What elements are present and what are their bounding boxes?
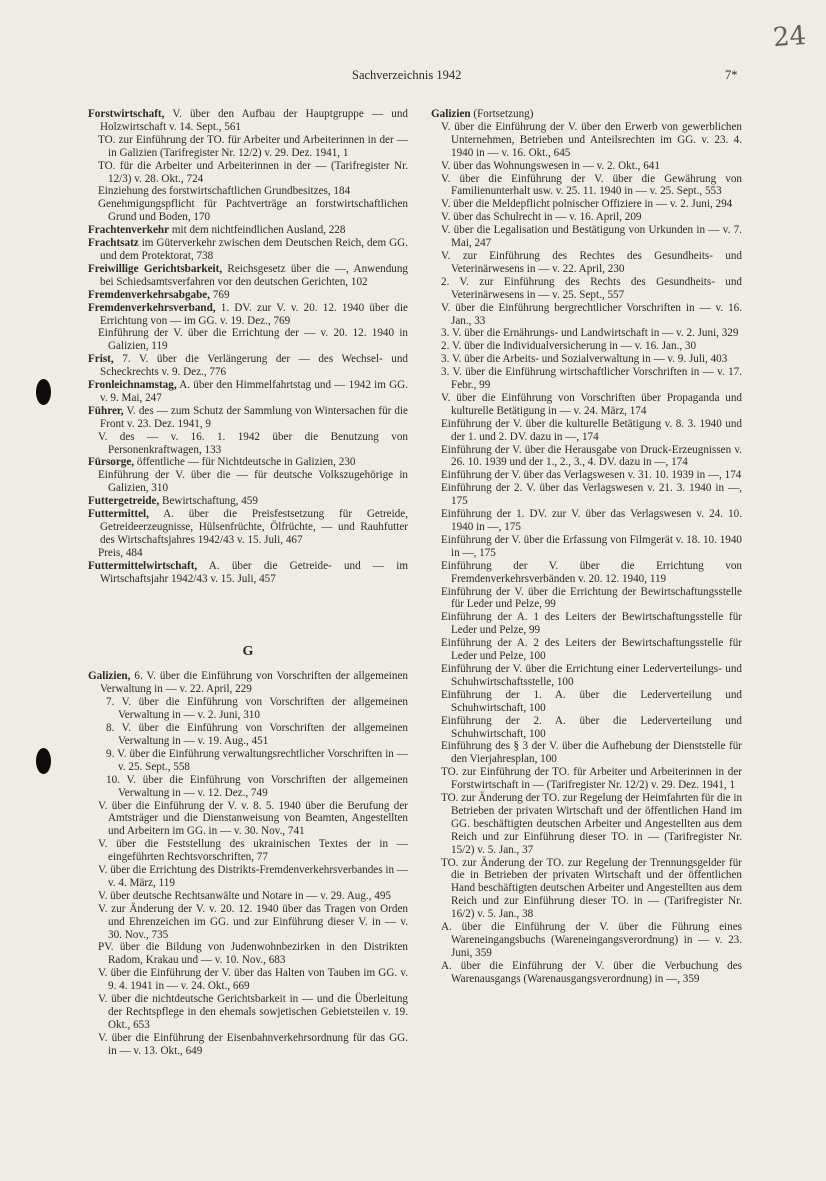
index-entry-text: V. über deutsche Rechtsanwälte und Notare in — v. 29. Aug., 495 [98,889,391,902]
index-entry [431,250,742,276]
index-entry [431,663,742,689]
index-entry [88,405,408,431]
index-entry [431,560,742,586]
index-entry [88,495,408,508]
index-entry-text: 9. V. über die Einführung verwaltungsrechtlicher Vorschriften in — v. 25. Sept., 558 [106,747,408,773]
index-entry [88,890,408,903]
index-entry-text: Preis, 484 [98,546,143,559]
page-header [0,68,826,88]
index-entry [88,993,408,1032]
index-entry-text: Einführung der 2. A. über die Lederverteilung und Schuhwirtschaft, 100 [441,714,742,740]
index-entry-text: A. über die Getreide- und — im Wirtschaftsjahr 1942/43 v. 15. Juli, 457 [100,559,408,585]
index-entry-text: V. über die Einführung der V. über das Halten von Tauben im GG. v. 9. 4. 1941 in — v. 24. Okt., 669 [98,967,408,993]
index-entry [431,792,742,857]
index-entry-text: V. über die Einführung der V. über den Erwerb von gewerblichen Unternehmen, Betrieben und Anteilsrechten im GG. v. 23. 4. 1940 in — v. 16. Okt., 645 [441,120,742,159]
index-entry-text: V. über das Schulrecht in — v. 16. April, 209 [441,211,642,224]
index-entry-text: Einführung der 1. DV. zur V. über das Verlagswesen v. 24. 10. 1940 in —, 175 [441,508,742,533]
index-entry-text: Einführung der V. über das Verlagswesen v. 31. 10. 1939 in —, 174 [441,469,742,482]
index-entry-text: Einführung der A. 1 des Leiters der Bewirtschaftungsstelle für Leder und Pelze, 99 [441,611,742,637]
index-entry-text: Genehmigungspflicht für Pachtverträge an forstwirtschaftlichen Grund und Boden, 170 [98,198,408,224]
index-entry-text: V. über die nichtdeutsche Gerichtsbarkeit in — und die Überleitung der Rechtspflege in den ehemals sowjetischen Gebietsteilen v. 19. Okt., 653 [98,993,408,1031]
index-entry [431,340,742,353]
index-entry [88,941,408,967]
index-entry [88,560,408,586]
index-entry-text: V. des — zum Schutz der Sammlung von Wintersachen für die Front v. 23. Dez. 1941, 9 [100,404,408,430]
index-entry-text: Einführung der V. über die Errichtung einer Lederverteilungs- und Schuhwirtschaftsstelle, 100 [441,662,742,688]
index-entry-text: V. über die Einführung der V. über die Gewährung von Familienunterhalt usw. v. 25. 11. 1940 in — v. 25. Sept., 553 [441,172,742,198]
index-entry-text: A. über die Preisfestsetzung für Getreide, Getreideerzeugnisse, Hülsenfrüchte, Ölfrüchte, — und Rauhfutter des Wirtschaftsjahres 1942/43 v. 15. Juli, 467 [100,508,408,546]
index-entry [88,431,408,457]
index-entry [431,611,742,637]
index-entry-text: V. über die Einführung von Vorschriften über Propaganda und kulturelle Betätigung in — v. 24. März, 174 [441,391,742,417]
index-entry-text: V. über den Aufbau der Hauptgruppe — und Holzwirtschaft v. 14. Sept., 561 [100,108,408,133]
index-entry-text: Einführung der 2. V. über das Verlagswesen v. 21. 3. 1940 in —, 175 [441,482,742,508]
index-entry-text: 3. V. über die Arbeits- und Sozialverwaltung in — v. 9. Juli, 403 [441,353,728,366]
index-entry [88,469,408,495]
index-entries-g [88,670,408,1057]
index-keyword: Futtergetreide, [88,495,160,508]
index-entry-text: 10. V. über die Einführung von Vorschriften der allgemeinen Verwaltung in — v. 12. Dez., 749 [106,773,408,799]
index-entry-text: Einführung der 1. A. über die Lederverteilung und Schuhwirtschaft, 100 [441,688,742,714]
index-entry [88,456,408,469]
index-entry-text: Einführung der V. über die Errichtung der — v. 20. 12. 1940 in Galizien, 119 [98,327,408,353]
index-entry [431,960,742,986]
index-entry-text: Einführung der V. über die Errichtung der Bewirtschaftungsstelle für Leder und Pelze, 99 [441,585,742,611]
index-entry-text: PV. über die Bildung von Judenwohnbezirken in den Distrikten Radom, Krakau und — v. 10. Nov., 683 [98,941,408,967]
index-entry-text: A. über die Einführung der V. über die Verbuchung des Warenausgangs (Warenausgangsverordnung) in —, 359 [441,959,742,985]
index-entry-text: 769 [210,288,230,301]
index-entry-text: TO. zur Einführung der TO. für Arbeiter und Arbeiterinnen in der — in Galizien (Tarifregister Nr. 12/2) v. 29. Dez. 1941, 1 [98,133,408,159]
index-entry-text: Einführung der V. über die Erfassung von Filmgerät v. 18. 10. 1940 in —, 175 [441,533,742,559]
index-keyword: Führer, [88,404,124,417]
index-entry [431,482,742,508]
index-keyword: Fronleichnamstag, [88,379,177,392]
index-entry-text: Bewirtschaftung, 459 [159,495,258,508]
index-keyword: Galizien, [88,670,131,683]
index-entry-text: 3. V. über die Ernährungs- und Landwirtschaft in — v. 2. Juni, 329 [441,327,739,340]
index-entry [431,857,742,922]
index-entry-text: V. über das Wohnungswesen in — v. 2. Okt., 641 [441,159,660,172]
index-keyword: Fürsorge, [88,456,135,469]
index-entry [88,547,408,560]
index-entry-text: Einführung des § 3 der V. über die Aufhebung der Dienststelle für den Vierjahresplan, 100 [441,740,742,766]
index-entry [88,327,408,353]
index-entry [431,637,742,663]
index-entry [431,392,742,418]
index-keyword: Frachtsatz [88,237,139,250]
index-entry-text: im Güterverkehr zwischen dem Deutschen Reich, dem GG. und dem Protektorat, 738 [100,237,408,262]
index-entry [431,586,742,612]
index-entry-text: TO. zur Änderung der TO. zur Regelung der Heimfahrten für die in Betrieben der privaten Wirtschaft und der öffentlichen Hand im GG. beschäftigten deutschen Arbeiter und Angestellten aus dem Reich und zur Einführung dieser TO. in — (Tarifregister Nr. 15/2) v. 5. Jan., 37 [441,792,743,856]
index-entry [431,444,742,470]
index-entry [431,353,742,366]
index-keyword: Forstwirtschaft, [88,108,165,120]
index-entry [88,800,408,839]
index-entry-text: V. über die Meldepflicht polnischer Offiziere in — v. 2. Juni, 294 [441,198,733,211]
index-entry-text: Einführung der V. über die Herausgabe von Druck-Erzeugnissen v. 26. 10. 1939 und der 1., 2., 3., 4. DV. dazu in —, 174 [441,443,742,469]
index-entry [431,921,742,960]
index-entry-text: Reichsgesetz über die —, Anwendung bei Schiedsamtsverfahren vor den deutschen Gerichten, 102 [100,262,408,288]
index-entry-text: 3. V. über die Einführung wirtschaftlicher Vorschriften in — v. 17. Febr., 99 [441,366,742,392]
section-letter-heading: G [242,643,254,659]
index-entries-galizien-continued [431,108,742,986]
index-entry-text: V. über die Einführung der V. v. 8. 5. 1940 über die Berufung der Amtsträger und die Dienstanweisung von Beamten, Angestellten und Arbeitern im GG. in — v. 30. Nov., 741 [98,799,408,838]
index-entry-text: 2. V. über die Individualversicherung in — v. 16. Jan., 30 [441,340,697,353]
index-entry-text: V. über die Einführung bergrechtlicher Vorschriften in — v. 16. Jan., 33 [441,301,742,327]
index-keyword: Frachtenverkehr [88,224,170,237]
index-keyword: Frist, [88,353,114,366]
index-entry [88,302,408,328]
page-number: 7* [725,68,738,82]
index-entry [431,224,742,250]
index-entry [88,748,408,774]
right-column [431,108,742,986]
index-entry-text: 6. V. über die Einführung von Vorschriften der allgemeinen Verwaltung in — v. 22. April, 229 [100,670,408,696]
index-entry-text: Einführung der V. über die kulturelle Betätigung v. 8. 3. 1940 und der 1. und 2. DV. dazu in —, 174 [441,417,742,443]
index-entry [431,108,742,121]
index-entry-text: mit dem nichtfeindlichen Ausland, 228 [169,224,346,237]
index-entry [431,418,742,444]
index-entry [431,740,742,766]
index-entry [88,903,408,942]
index-entry-text: V. zur Einführung des Rechtes des Gesundheits- und Veterinärwesens in — v. 22. April, 230 [441,249,742,275]
index-entry [88,670,408,696]
index-entry-text: A. über die Einführung der V. über die Führung eines Wareneingangsbuchs (Wareneingangsverordnung) in — v. 23. Juni, 359 [441,921,742,959]
index-keyword: Freiwillige Gerichtsbarkeit, [88,262,223,275]
index-entry [88,508,408,547]
index-entry [88,224,408,237]
index-entry [88,198,408,224]
index-entry [431,160,742,173]
index-entry-text: V. über die Legalisation und Bestätigung von Urkunden in — v. 7. Mai, 247 [441,224,742,250]
punch-hole [36,748,51,774]
index-entry-text: Einführung der V. über die Errichtung von Fremdenverkehrsverbänden v. 20. 12. 1940, 119 [441,559,742,585]
index-entry-text: V. über die Errichtung des Distrikts-Fremdenverkehrsverbandes in — v. 4. März, 119 [98,864,408,889]
index-entry [431,366,742,392]
index-entry [88,263,408,289]
left-column [88,108,408,1058]
index-entry-text: V. über die Feststellung des ukrainischen Textes der in — eingeführten Rechtsvorschriften, 77 [98,838,408,864]
index-entry [431,508,742,534]
index-entries-f [88,108,408,586]
index-entry [431,689,742,715]
index-entry [88,838,408,864]
index-entry [88,722,408,748]
index-keyword: Fremdenverkehrsabgabe, [88,288,211,301]
index-entry [88,108,408,134]
index-entry [431,211,742,224]
index-entry [88,353,408,379]
index-entry [431,173,742,199]
index-entry [431,715,742,741]
index-entry [431,198,742,211]
index-keyword: Futtermittelwirtschaft, [88,559,198,572]
index-entry-text: Einführung der A. 2 des Leiters der Bewirtschaftungsstelle für Leder und Pelze, 100 [441,637,742,663]
index-entry [88,160,408,186]
index-entry [88,185,408,198]
index-entry [431,327,742,340]
handwritten-page-note: 24 [771,20,808,54]
index-entry-text: A. über den Himmelfahrtstag und — 1942 im GG. v. 9. Mai, 247 [100,379,408,404]
punch-hole [36,379,51,405]
index-entry [88,289,408,302]
index-entry-text: V. zur Änderung der V. v. 20. 12. 1940 über das Tragen von Orden und Ehrenzeichen im GG. und zur Einführung dieser V. in — v. 30. Nov., 735 [98,902,408,941]
index-entry [431,302,742,328]
index-entry-text: TO. für die Arbeiter und Arbeiterinnen in der — (Tarifregister Nr. 12/3) v. 28. Okt., 724 [98,159,408,185]
index-entry [88,1032,408,1058]
index-entry-text: TO. zur Einführung der TO. für Arbeiter und Arbeiterinnen in der Forstwirtschaft in — (Tarifregister Nr. 12/2) v. 29. Dez. 1941, 1 [441,766,742,792]
index-entry [431,121,742,160]
index-keyword: Futtermittel, [88,508,149,521]
index-entry-text: 8. V. über die Einführung von Vorschriften der allgemeinen Verwaltung in — v. 19. Aug., 451 [106,722,408,747]
index-entry [88,379,408,405]
index-entry [88,134,408,160]
index-entry-text: Einziehung des forstwirtschaftlichen Grundbesitzes, 184 [98,185,351,198]
index-entry [431,766,742,792]
index-entry [88,696,408,722]
index-entry-text: 1. DV. zur V. v. 20. 12. 1940 über die Errichtung von — im GG. v. 19. Dez., 769 [100,301,408,327]
index-entry [431,276,742,302]
index-entry-text: V. über die Einführung der Eisenbahnverkehrsordnung für das GG. in — v. 13. Okt., 649 [98,1031,408,1057]
index-entry [88,967,408,993]
index-entry-text: V. des — v. 16. 1. 1942 über die Benutzung von Personenkraftwagen, 133 [98,430,408,456]
index-entry [88,864,408,890]
index-entry-text: 2. V. zur Einführung des Rechts des Gesundheits- und Veterinärwesens in — v. 25. Sept., 557 [441,275,742,301]
index-entry [431,469,742,482]
running-title: Sachverzeichnis 1942 [352,68,462,82]
index-keyword: Fremdenverkehrsverband, [88,301,216,314]
index-entry [88,774,408,800]
index-entry-text: öffentliche — für Nichtdeutsche in Galizien, 230 [134,456,356,469]
index-keyword: Galizien [431,108,471,120]
index-entry-text: TO. zur Änderung der TO. zur Regelung der Trennungsgelder für die in Betrieben der privaten Wirtschaft und der öffentlichen Hand beschäftigten deutschen Arbeiter und Angestellten aus dem Reich und zur Einführung dieser TO. in — (Tarifregister Nr. 16/2) v. 5. Jan., 38 [441,856,742,921]
index-entry-text: 7. V. über die Verlängerung der — des Wechsel- und Scheckrechts v. 9. Dez., 776 [100,353,408,379]
index-entry-text: Einführung der V. über die — für deutsche Volkszugehörige in Galizien, 310 [98,469,408,495]
index-entry [88,237,408,263]
index-entry [431,534,742,560]
index-entry-text: (Fortsetzung) [470,108,534,120]
index-entry-text: 7. V. über die Einführung von Vorschriften der allgemeinen Verwaltung in — v. 2. Juni, 310 [106,696,408,722]
